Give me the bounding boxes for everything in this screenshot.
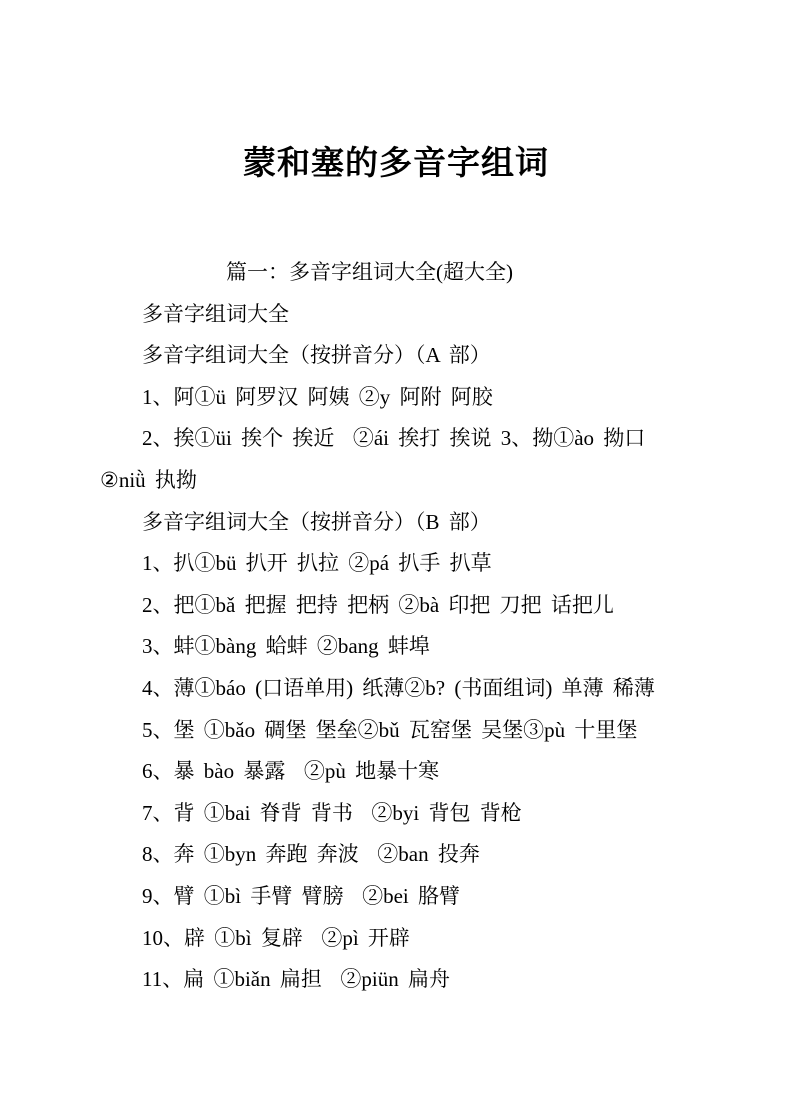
body-line: 10、辟 ①bì 复辟 ②pì 开辟 <box>142 925 410 950</box>
body-line: 7、背 ①bai 脊背 背书 ②byi 背包 背枪 <box>142 800 522 825</box>
body-line: 3、蚌①bàng 蛤蚌 ②bang 蚌埠 <box>142 634 430 659</box>
body-line: 多音字组词大全 <box>142 301 289 326</box>
document-body <box>100 252 692 1001</box>
body-line: 5、堡 ①bǎo 碉堡 堡垒②bǔ 瓦窑堡 吴堡③pù 十里堡 <box>142 717 638 742</box>
body-line: 多音字组词大全（按拼音分）（A 部） <box>142 343 491 368</box>
body-line-continuation: ②niǜ 执拗 <box>100 467 197 492</box>
body-line: 1、阿①ü 阿罗汉 阿姨 ②y 阿附 阿胶 <box>142 384 493 409</box>
body-line: 1、扒①bü 扒开 扒拉 ②pá 扒手 扒草 <box>142 551 492 576</box>
body-line: 多音字组词大全（按拼音分）（B 部） <box>142 509 491 534</box>
body-line: 11、扁 ①biǎn 扁担 ②piün 扁舟 <box>142 967 450 992</box>
section-heading: 篇一：多音字组词大全(超大全) <box>226 260 513 284</box>
document-title: 蒙和塞的多音字组词 <box>243 146 549 182</box>
body-line: 6、暴 bào 暴露 ②pù 地暴十寒 <box>142 759 440 784</box>
body-line: 4、薄①báo (口语单用) 纸薄②b? (书面组词) 单薄 稀薄 <box>142 675 655 700</box>
body-line: 9、臂 ①bì 手臂 臂膀 ②bei 胳臂 <box>142 883 460 908</box>
body-line: 8、奔 ①byn 奔跑 奔波 ②ban 投奔 <box>142 842 480 867</box>
body-line: 2、挨①üi 挨个 挨近 ②ái 挨打 挨说 3、拗①ào 拗口 <box>142 426 646 451</box>
body-line: 2、把①bǎ 把握 把持 把柄 ②bà 印把 刀把 话把儿 <box>142 592 614 617</box>
